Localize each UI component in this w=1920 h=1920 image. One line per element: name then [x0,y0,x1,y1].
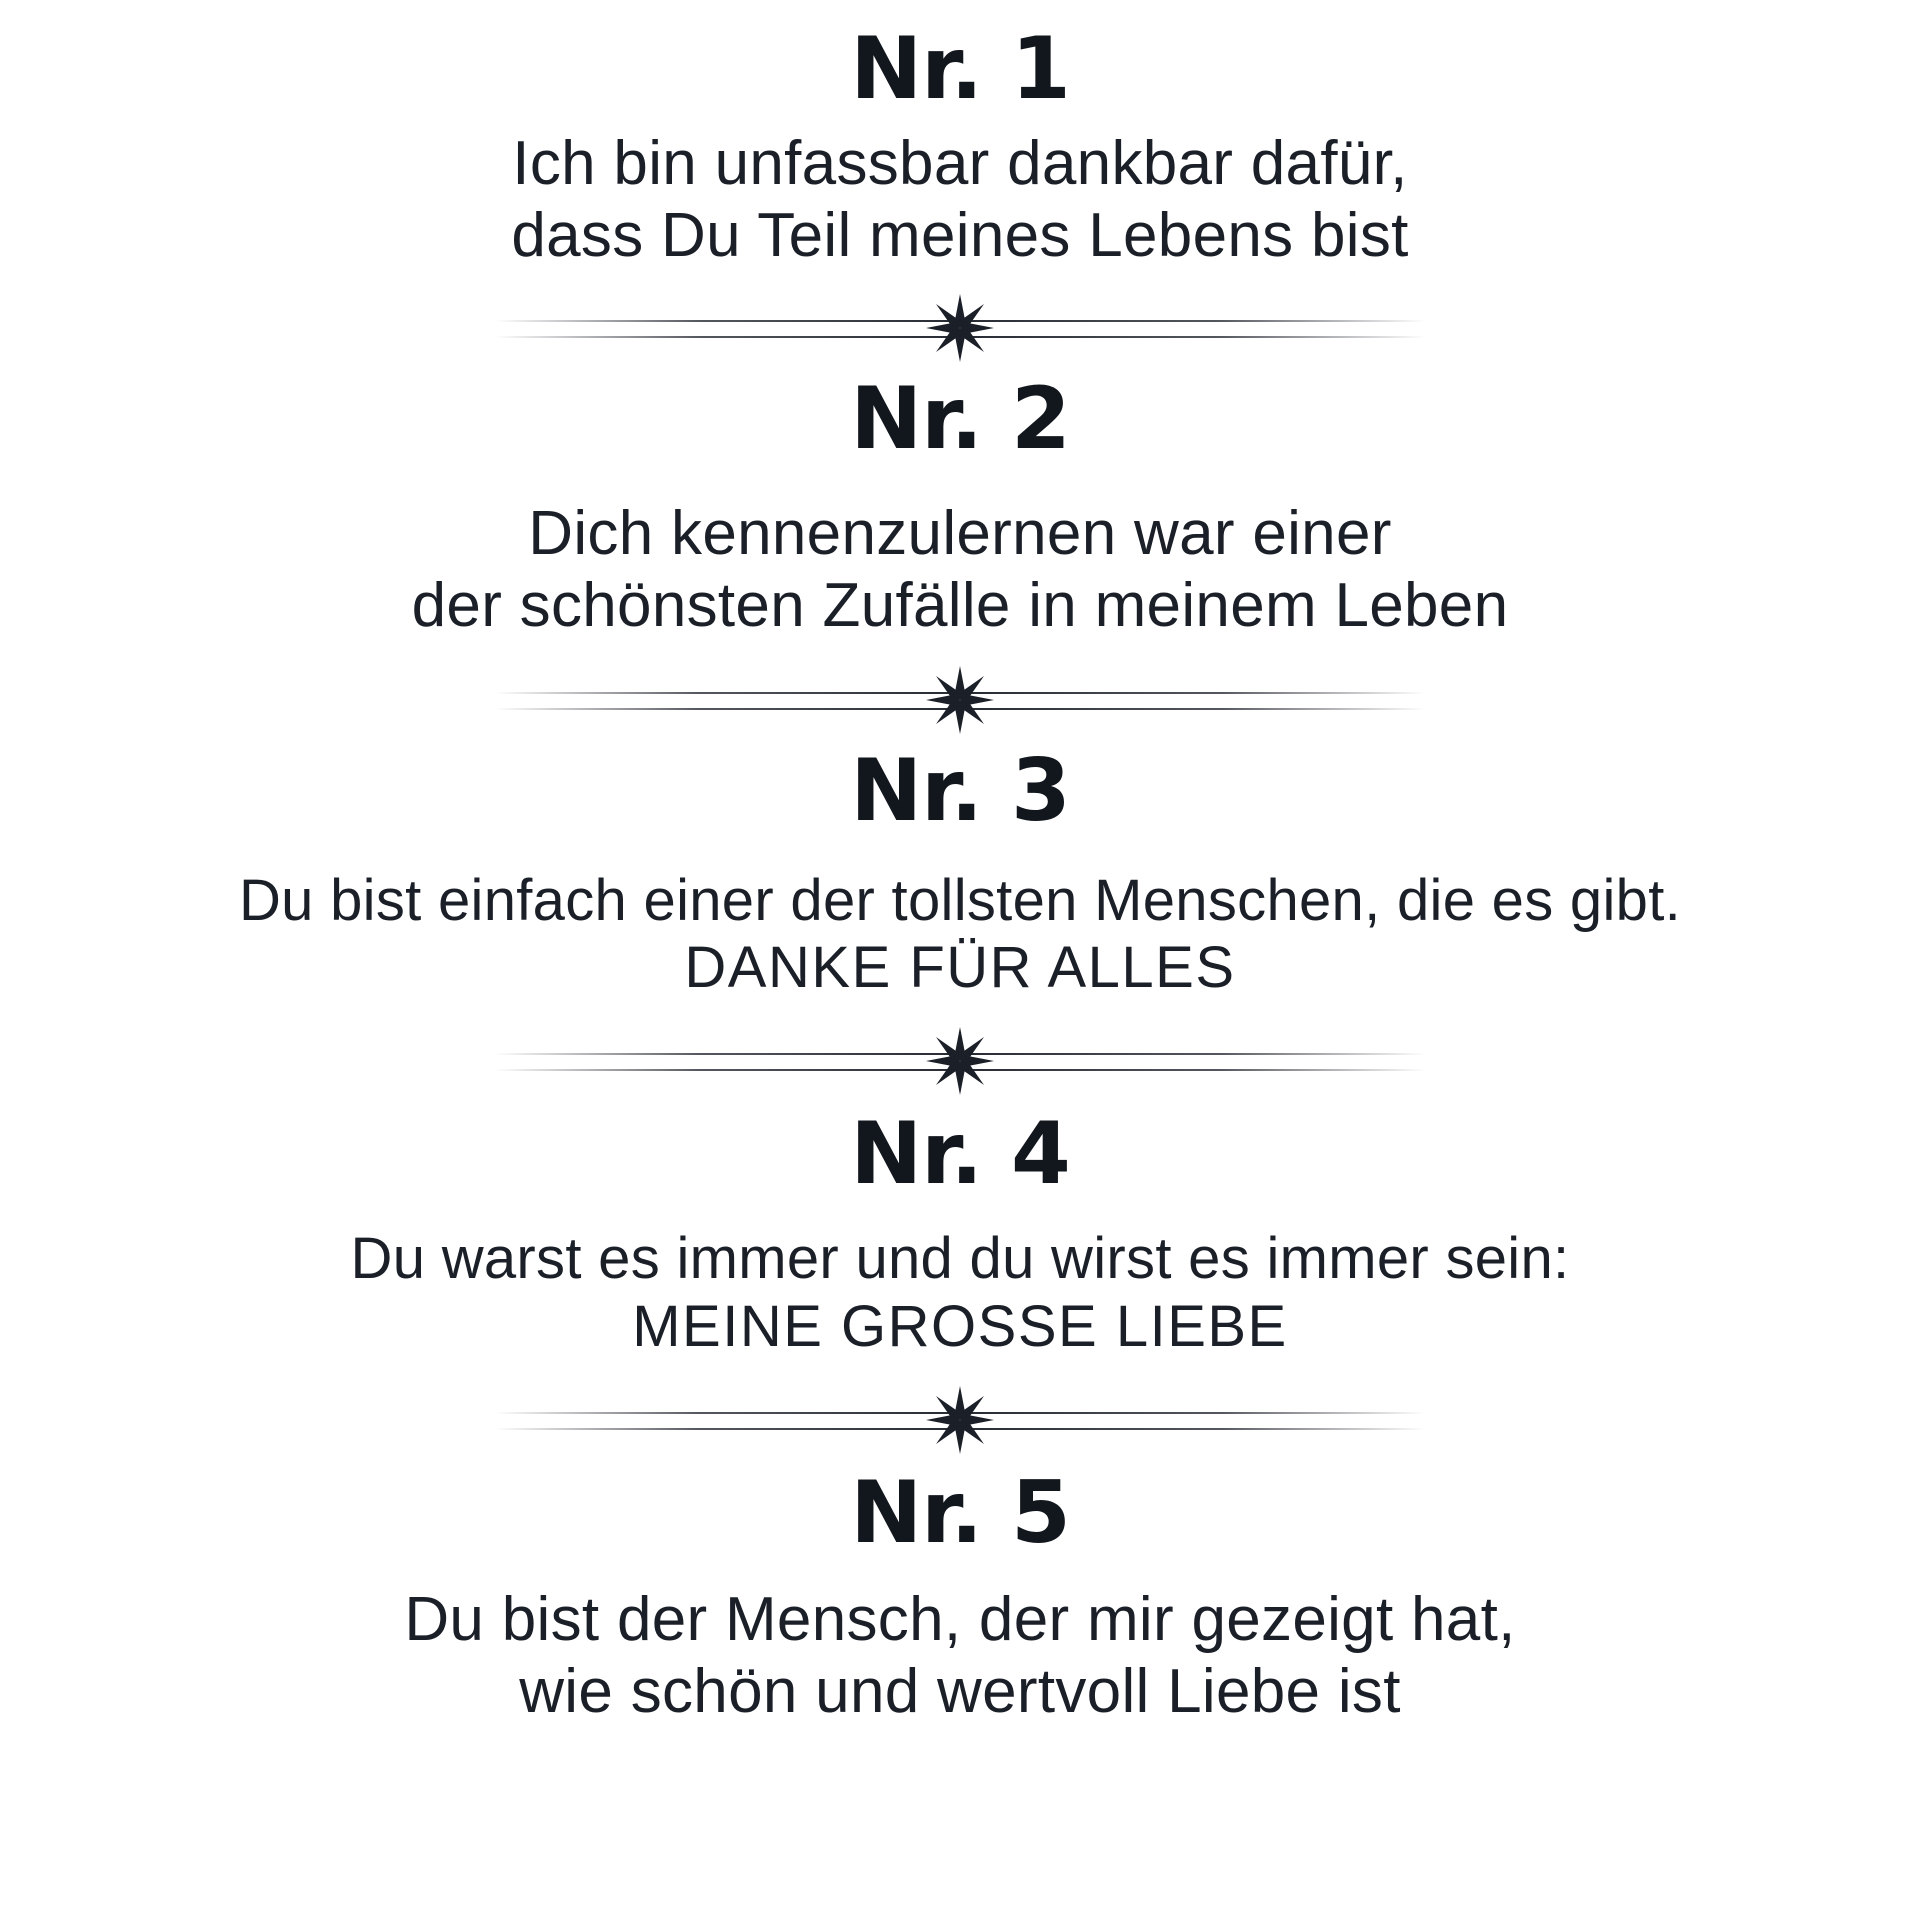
entry-3-line-1: Du bist einfach einer der tollsten Menschen, die es gibt. [238,867,1682,933]
entry-1-line-2: dass Du Teil meines Lebens bist [511,201,1409,271]
entry-2 [60,370,1860,642]
entry-4-line-1: Du warst es immer und du wirst es immer sein: [350,1226,1570,1292]
entry-3-line-2: DANKE FÜR ALLES [684,934,1236,1000]
divider-4 [495,1382,1425,1458]
entry-3-number: Nr. 3 [850,741,1070,842]
divider-1 [495,290,1425,366]
entry-4 [60,1103,1860,1360]
starburst-ornament-icon [922,662,998,738]
entry-5-number: Nr. 5 [850,1462,1070,1563]
entry-2-line-2: der schönsten Zufälle in meinem Leben [411,571,1509,641]
entry-3 [60,742,1860,1001]
divider-2 [495,662,1425,738]
entry-4-line-2: MEINE GROSSE LIEBE [632,1293,1288,1359]
entry-1-number: Nr. 1 [850,19,1070,119]
divider-3 [495,1023,1425,1099]
entry-4-number: Nr. 4 [850,1104,1070,1205]
entry-5 [60,1462,1860,1728]
entry-1 [60,18,1860,272]
entry-1-text [511,128,1408,272]
entry-2-number: Nr. 2 [850,369,1070,470]
starburst-ornament-icon [922,1023,998,1099]
starburst-ornament-icon [922,290,998,366]
entry-1-line-1: Ich bin unfassbar dankbar dafür, [512,129,1408,199]
starburst-ornament-icon [922,1382,998,1458]
entry-5-text [404,1584,1515,1728]
entry-2-line-1: Dich kennenzulernen war einer [528,499,1392,569]
entry-5-line-2: wie schön und wertvoll Liebe ist [519,1657,1401,1727]
entry-4-text [351,1225,1570,1360]
entry-3-text [239,867,1681,1002]
entry-5-line-1: Du bist der Mensch, der mir gezeigt hat, [404,1585,1516,1655]
entry-2-text [412,498,1509,642]
